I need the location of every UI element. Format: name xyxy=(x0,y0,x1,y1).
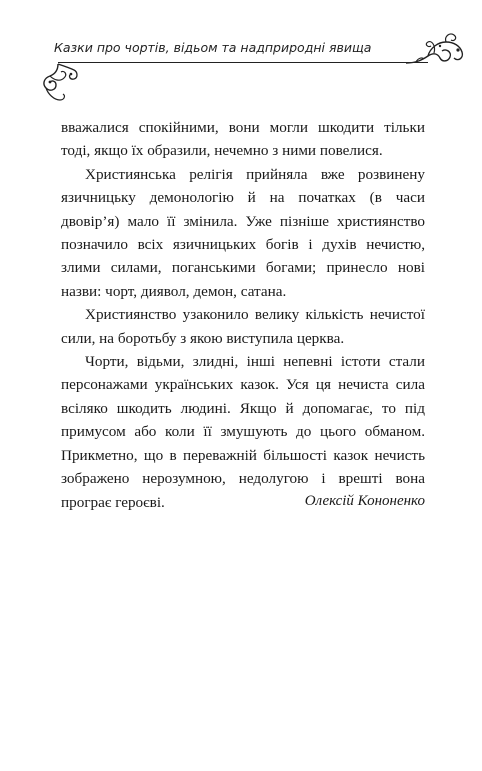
floral-flourish-icon xyxy=(404,30,466,68)
paragraph-4: Чорти, відьми, злидні, інші непевні істоти стали персонажами українських казок. Уся ця нечиста сила всіляко шкодить людині. Якщо й допомагає, то під примусом або коли її змушують до цього обманом. Прикметно, що в переважній більшості казок нечисть зображено нерозумною, недолугою і врешті вона програє героєві. xyxy=(61,353,425,511)
body-text xyxy=(61,116,425,514)
running-head-title: Казки про чортів, відьом та надприродні явища xyxy=(54,40,372,55)
paragraph-2: Християнська релігія прийняла вже розвинену язичницьку демонологію й на початках (в часи двовір’я) мало її змінила. Уже пізніше християнство позначило всіх язичницьких богів і духів нечистю, злими силами, поганськими богами; принесло нові назви: чорт, диявол, демон, сатана. xyxy=(61,165,425,300)
paragraph-3: Християнство узаконило велику кількість нечистої сили, на боротьбу з якою виступила церква. xyxy=(61,306,425,347)
paragraph-1: вважалися спокійними, вони могли шкодити тільки тоді, якщо їх образили, нечемно з ними повелися. xyxy=(61,119,425,160)
author-signature: Олексій Кононенко xyxy=(304,493,425,509)
floral-corner-icon xyxy=(38,60,82,104)
header-rule xyxy=(58,62,428,63)
